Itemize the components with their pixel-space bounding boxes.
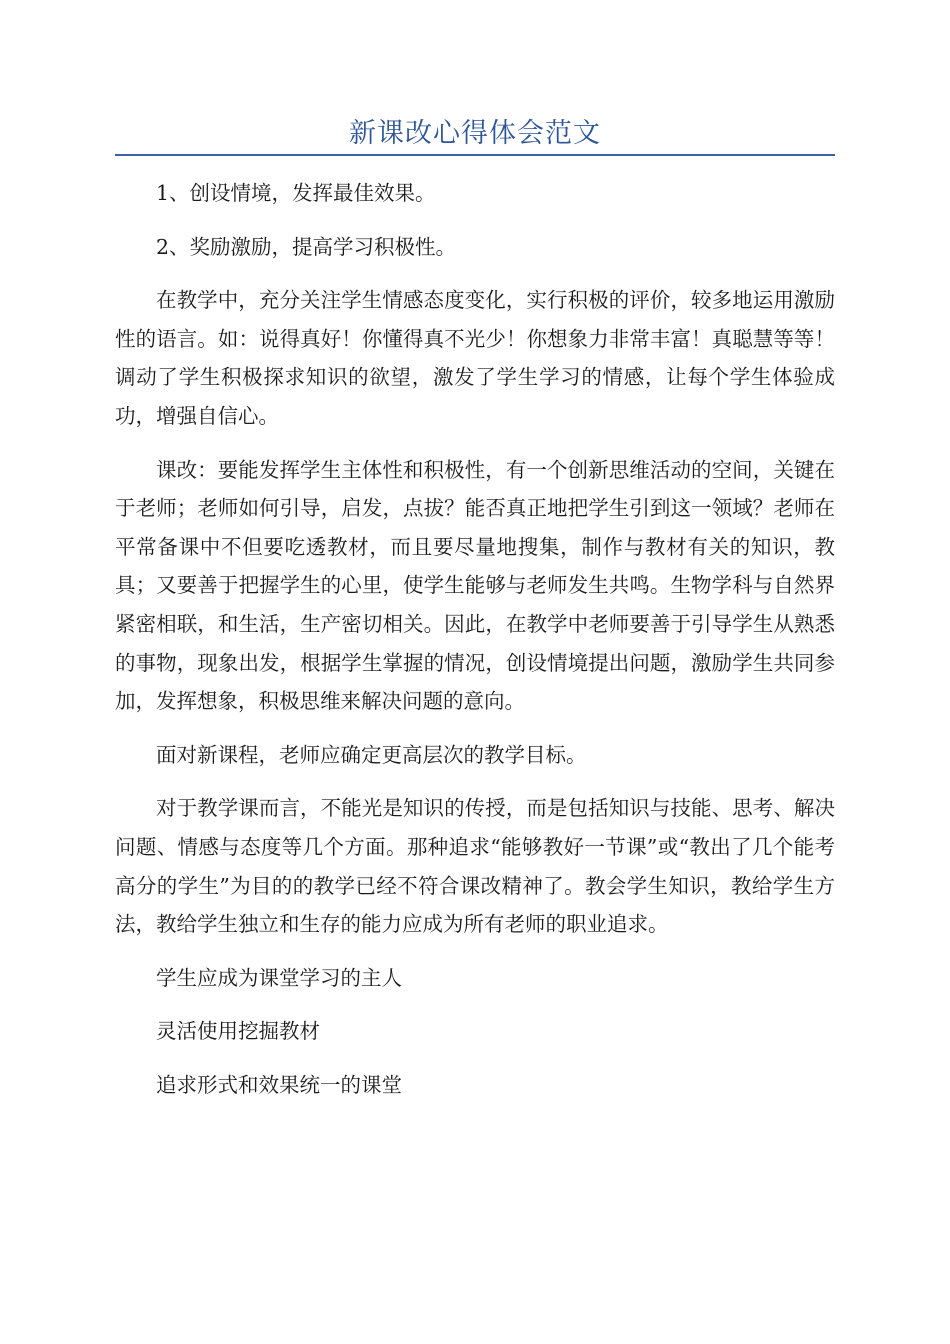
paragraph-3: 在教学中，充分关注学生情感态度变化，实行积极的评价，较多地运用激励性的语言。如：说得真好！你懂得真不光少！你想象力非常丰富！真聪慧等等！调动了学生积极探求知识的欲望，激发了学生学习的情感，让每个学生体验成功，增强自信心。 — [115, 288, 835, 428]
paragraph-6: 对于教学课而言，不能光是知识的传授，而是包括知识与技能、思考、解决问题、情感与态度等几个方面。那种追求“能够教好一节课”或“教出了几个能考高分的学生”为目的的教学已经不符合课改精神了。教会学生知识，教给学生方法，教给学生独立和生存的能力应成为所有老师的职业追求。 — [115, 796, 835, 937]
paragraph-9: 追求形式和效果统一的课堂 — [156, 1072, 402, 1097]
document-title: 新课改心得体会范文 — [349, 118, 601, 149]
paragraph-7: 学生应成为课堂学习的主人 — [156, 965, 402, 990]
paragraph-2: 2、奖励激励，提高学习积极性。 — [156, 234, 457, 259]
document-body — [115, 174, 835, 1119]
paragraph-1: 1、创设情境，发挥最佳效果。 — [156, 181, 436, 205]
paragraph-5: 面对新课程，老师应确定更高层次的教学目标。 — [156, 742, 587, 767]
title-underline — [115, 154, 835, 156]
paragraph-8: 灵活使用挖掘教材 — [156, 1019, 320, 1044]
paragraph-4: 课改：要能发挥学生主体性和积极性，有一个创新思维活动的空间，关键在于老师；老师如何引导，启发，点拔？能否真正地把学生引到这一领域？老师在平常备课中不但要吃透教材，而且要尽量地搜集，制作与教材有关的知识，教具；又要善于把握学生的心里，使学生能够与老师发生共鸣。生物学科与自然界紧密相联，和生活，生产密切相关。因此，在教学中老师要善于引导学生从熟悉的事物，现象出发，根据学生掌握的情况，创设情境提出问题，激励学生共同参加，发挥想象，积极思维来解决问题的意向。 — [115, 457, 835, 714]
